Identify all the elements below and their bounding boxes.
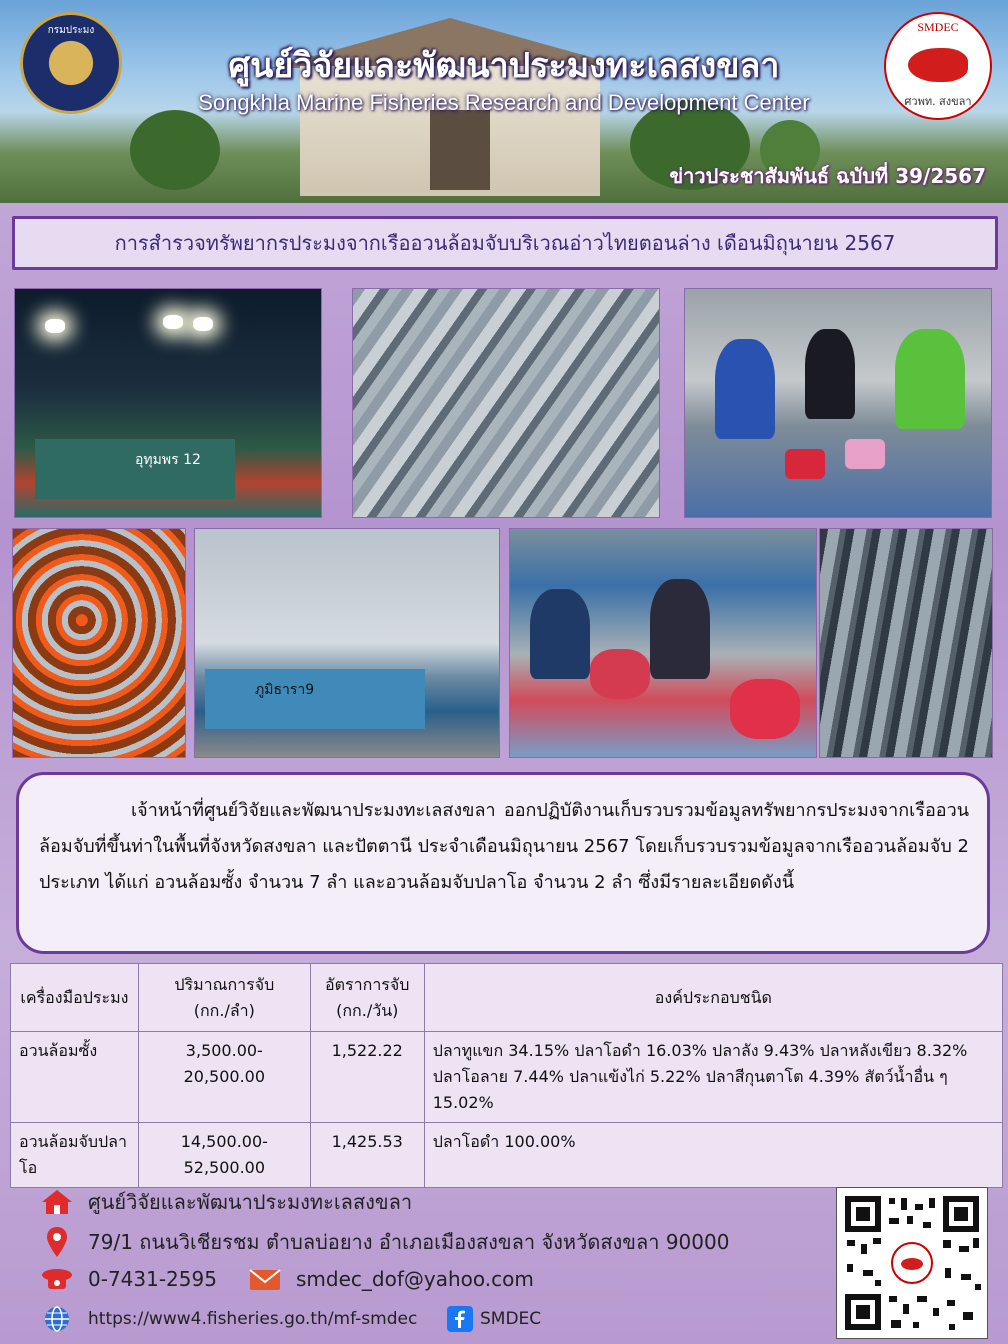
location-pin-icon: [40, 1227, 74, 1257]
catch-cell: 14,500.00-52,500.00: [138, 1123, 310, 1188]
photo-staff-measuring-tuna: [509, 528, 817, 758]
header-gear: เครื่องมือประมง: [11, 964, 139, 1032]
website-link[interactable]: https://www4.fisheries.go.th/mf-smdec: [88, 1309, 418, 1329]
footer-address-row: 79/1 ถนนวิเชียรชม ตำบลบ่อยาง อำเภอเมืองสงขลา จังหวัดสงขลา 90000: [40, 1226, 729, 1258]
rate-cell: 1,425.53: [310, 1123, 424, 1188]
phone-icon: [40, 1264, 74, 1294]
header-composition: องค์ประกอบชนิด: [424, 964, 1002, 1032]
globe-icon: [40, 1304, 74, 1334]
catch-summary-table: [10, 963, 1003, 1188]
email-link[interactable]: smdec_dof@yahoo.com: [296, 1267, 534, 1291]
photo-mackerel-catch: [352, 288, 660, 518]
composition-cell: ปลาโอดำ 100.00%: [424, 1123, 1002, 1188]
gear-cell: อวนล้อมซั้ง: [11, 1032, 139, 1123]
catch-cell: 3,500.00-20,500.00: [138, 1032, 310, 1123]
news-issue-label: ข่าวประชาสัมพันธ์ ฉบับที่ 39/2567: [669, 164, 986, 188]
footer-org-row: ศูนย์วิจัยและพัฒนาประมงทะเลสงขลา: [40, 1186, 412, 1218]
center-name-thai: ศูนย์วิจัยและพัฒนาประมงทะเลสงขลา: [228, 46, 780, 86]
photo-staff-sorting-fish: [684, 288, 992, 518]
tree: [130, 110, 220, 190]
header-rate: อัตราการจับ (กก./วัน): [310, 964, 424, 1032]
report-title: การสำรวจทรัพยากรประมงจากเรืออวนล้อมจับบริเวณอ่าวไทยตอนล่าง เดือนมิถุนายน 2567: [12, 216, 998, 270]
footer-email-row: [248, 1264, 534, 1294]
footer-web-row: [40, 1304, 417, 1334]
header-banner: [0, 0, 1008, 203]
home-icon: [40, 1187, 74, 1217]
smdec-logo: SMDEC ศวพท. สงขลา: [884, 12, 992, 120]
boat-name-2: ภูมิธารา9: [255, 682, 315, 698]
email-icon: [248, 1264, 282, 1294]
composition-cell: ปลาทูแขก 34.15% ปลาโอดำ 16.03% ปลาลัง 9.43% ปลาหลังเขียว 8.32% ปลาโอลาย 7.44% ปลาแข้งไก่ 5.22% ปลาสีกุนตาโต 4.39% สัตว์น้ำอื่น ๆ 15.02%: [424, 1032, 1002, 1123]
facebook-link[interactable]: SMDEC: [480, 1309, 542, 1329]
facebook-icon: [446, 1304, 474, 1334]
photo-tuna-in-basket: [12, 528, 186, 758]
footer-phone-row: [40, 1264, 217, 1294]
boat-name-1: อุทุมพร 12: [135, 452, 201, 468]
footer-facebook-row: [446, 1304, 541, 1334]
gear-cell: อวนล้อมจับปลาโอ: [11, 1123, 139, 1188]
report-body-text: เจ้าหน้าที่ศูนย์วิจัยและพัฒนาประมงทะเลสงขลา ออกปฏิบัติงานเก็บรวบรวมข้อมูลทรัพยากรประมงจากเรืออวนล้อมจับที่ขึ้นท่าในพื้นที่จังหวัดสงขลา และปัตตานี ประจำเดือนมิถุนายน 2567 โดยเก็บรวบรวมข้อมูลจากเรืออวนล้อมจับ 2 ประเภท ได้แก่ อวนล้อมซั้ง จำนวน 7 ลำ และอวนล้อมจับปลาโอ จำนวน 2 ลำ ซึ่งมีรายละเอียดดังนี้: [16, 772, 990, 954]
table-header-row: [11, 964, 1003, 1032]
table-row: [11, 1032, 1003, 1123]
qr-code[interactable]: [836, 1187, 988, 1339]
header-catch: ปริมาณการจับ (กก./ลำ): [138, 964, 310, 1032]
photo-purse-seiner-night: [14, 288, 322, 518]
department-of-fisheries-logo: กรมประมง: [20, 12, 122, 114]
building-door: [430, 110, 490, 190]
phone-number[interactable]: 0-7431-2595: [88, 1267, 217, 1291]
photo-boats-at-pier: [194, 528, 500, 758]
rate-cell: 1,522.22: [310, 1032, 424, 1123]
center-name-english: Songkhla Marine Fisheries Research and Development Center: [198, 90, 810, 115]
photo-bonito-pile: [819, 528, 993, 758]
